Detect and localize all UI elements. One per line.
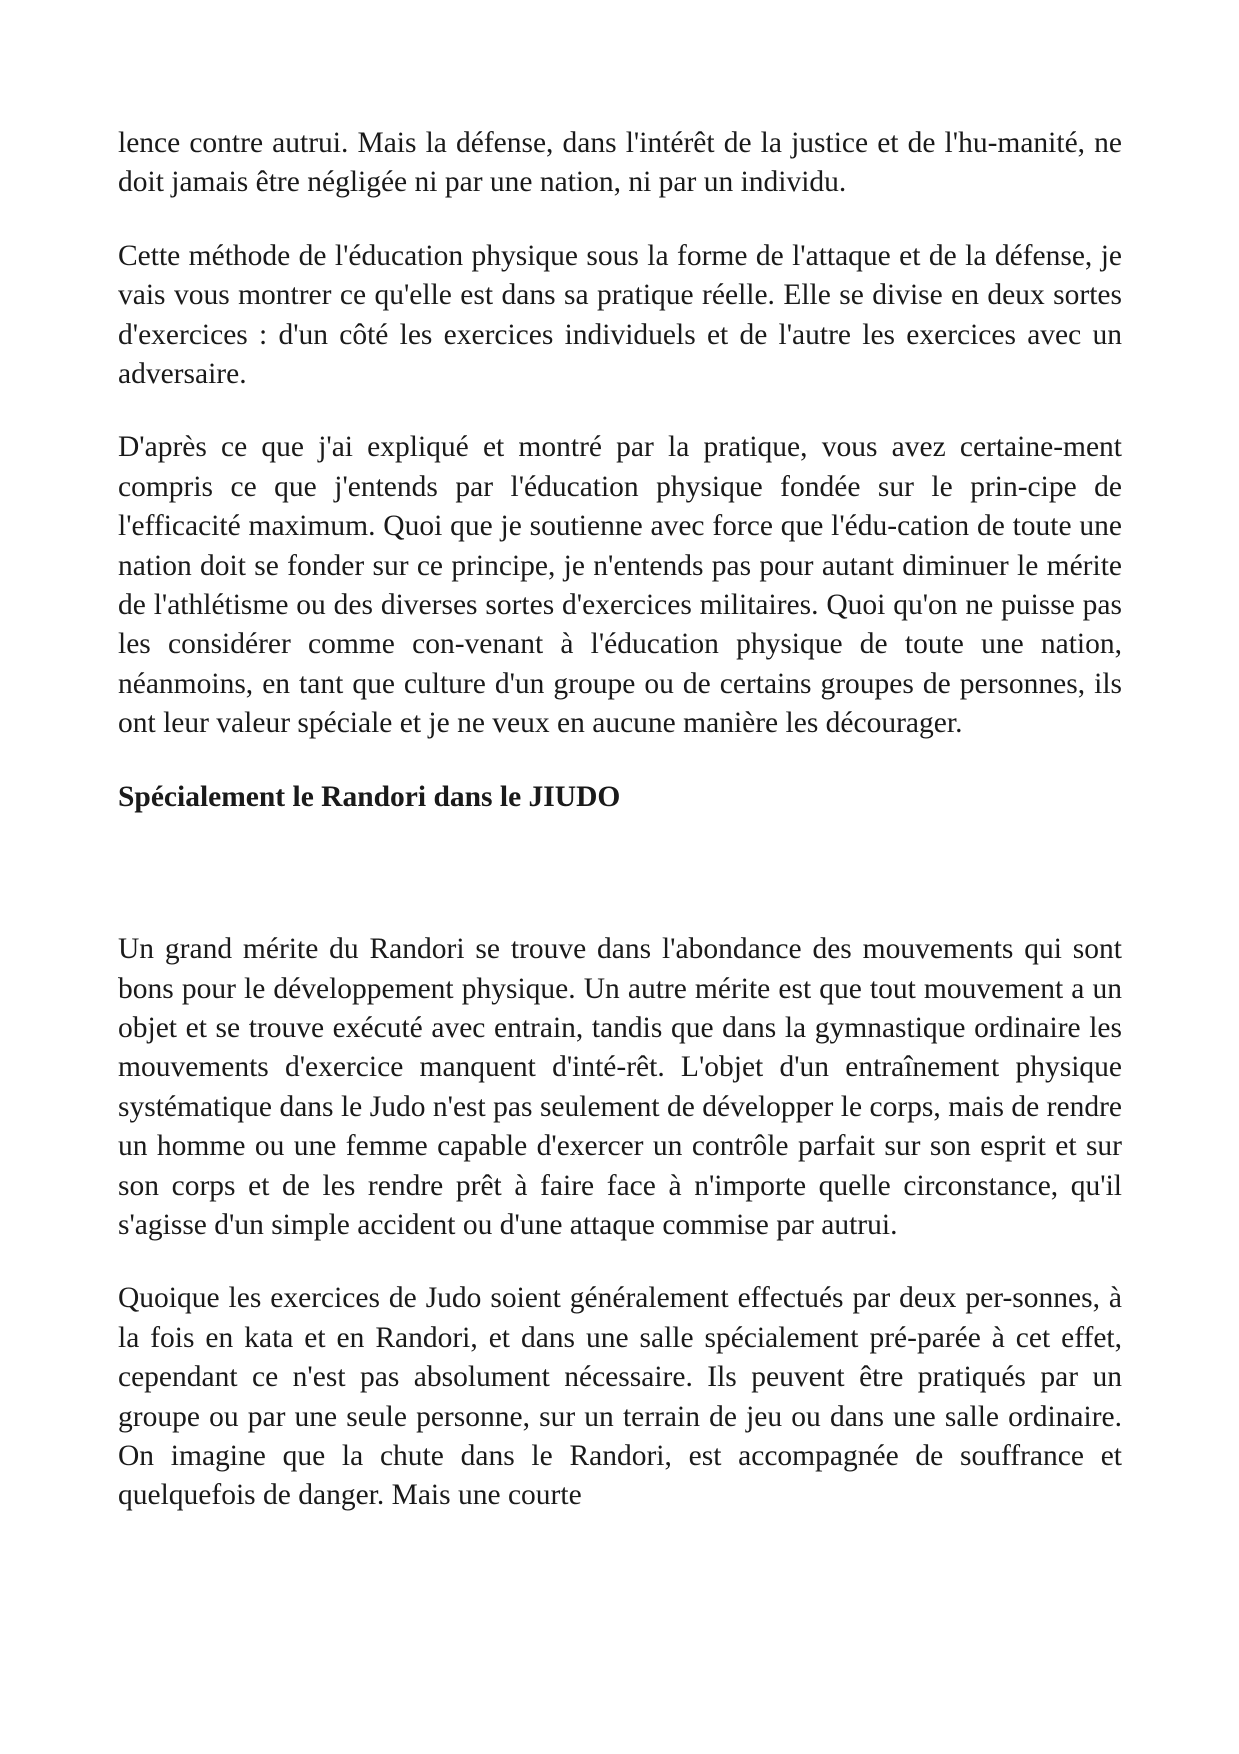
paragraph-1: lence contre autrui. Mais la défense, dans l'intérêt de la justice et de l'hu-manité, ne doit jamais être négligée ni par une nation, ni par un individu. (118, 127, 1122, 199)
paragraph-3: D'après ce que j'ai expliqué et montré par la pratique, vous avez certaine-ment compris ce que j'entends par l'éducation physique fondée sur le prin-cipe de l'efficacité maximum. Quoi que je soutienne avec force que l'édu-cation de toute une nation doit se fonder sur ce principe, je n'entends pas pour autant diminuer le mérite de l'athlétisme ou des diverses sortes d'exercices militaires. Quoi qu'on ne puisse pas les considérer comme con-venant à l'éducation physique de toute une nation, néanmoins, en tant que culture d'un groupe ou de certains groupes de personnes, ils ont leur valeur spéciale et je ne veux en aucune manière les décourager. (118, 431, 1122, 740)
paragraph-4: Un grand mérite du Randori se trouve dans l'abondance des mouvements qui sont bons pour le développement physique. Un autre mérite est que tout mouvement a un objet et se trouve exécuté avec entrain, tandis que dans la gymnastique ordinaire les mouvements d'exercice manquent d'inté-rêt. L'objet d'un entraînement physique systématique dans le Judo n'est pas seulement de développer le corps, mais de rendre un homme ou une femme capable d'exercer un contrôle parfait sur son esprit et sur son corps et de les rendre prêt à faire face à n'importe quelle circonstance, qu'il s'agisse d'un simple accident ou d'une attaque commise par autrui. (118, 933, 1122, 1241)
paragraph-2: Cette méthode de l'éducation physique sous la forme de l'attaque et de la défense, je vais vous montrer ce qu'elle est dans sa pratique réelle. Elle se divise en deux sortes d'exercices : d'un côté les exercices individuels et de l'autre les exercices avec un adversaire. (118, 239, 1122, 391)
document-page (118, 124, 1122, 1516)
section-heading: Spécialement le Randori dans le JIUDO (118, 780, 621, 813)
paragraph-5: Quoique les exercices de Judo soient généralement effectués par deux per-sonnes, à la fois en kata et en Randori, et dans une salle spécialement pré-parée à cet effet, cependant ce n'est pas absolument nécessaire. Ils peuvent être pratiqués par un groupe ou par une seule personne, sur un terrain de jeu ou dans une salle ordinaire. On imagine que la chute dans le Randori, est accompagnée de souffrance et quelquefois de danger. Mais une courte (118, 1282, 1122, 1512)
